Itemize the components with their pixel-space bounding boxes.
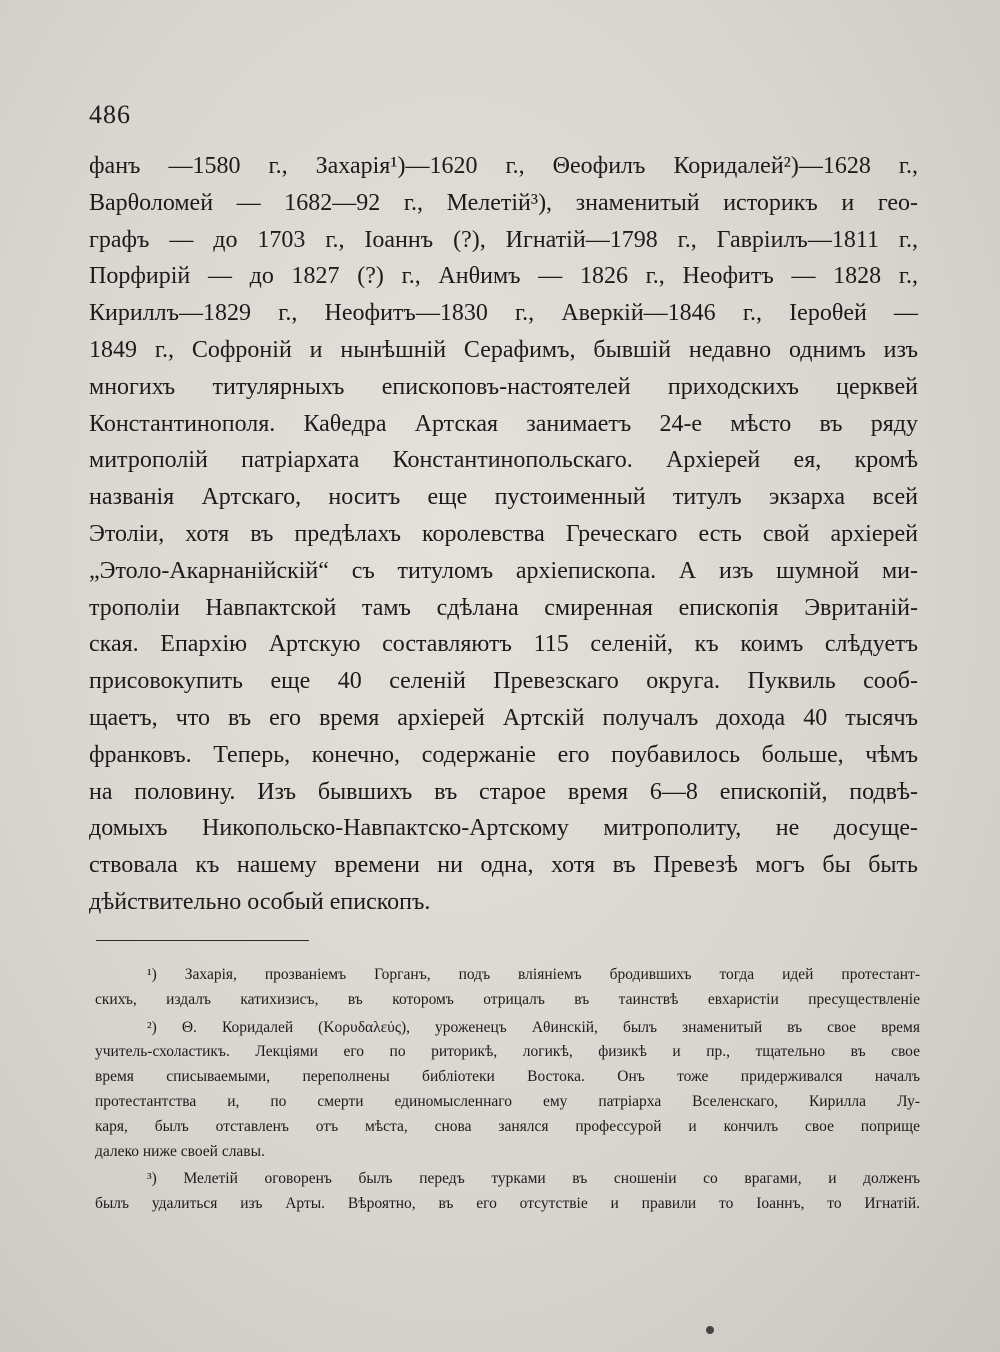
main-text bbox=[89, 148, 918, 921]
text-line: графъ — до 1703 г., Іоаннъ (?), Игнатій—1798 г., Гавріилъ—1811 г., bbox=[89, 226, 918, 253]
page-number: 486 bbox=[89, 100, 131, 129]
text-line: фанъ —1580 г., Захарія¹)—1620 г., Θеофилъ Коридалей²)—1628 г., bbox=[89, 153, 918, 179]
text-line: ская. Епархію Артскую составляютъ 115 селеній, къ коимъ слѣдуетъ bbox=[89, 631, 918, 658]
text-line: щаетъ, что въ его время архіерей Артскій получалъ дохода 40 тысячъ bbox=[89, 704, 918, 731]
footnote-line: ³) Мелетій оговоренъ былъ передъ турками въ сношеніи со врагами, и долженъ bbox=[147, 1170, 920, 1188]
footnote-line: время списываемыми, переполнены библіотеки Востока. Онъ тоже придерживался началъ bbox=[95, 1068, 920, 1086]
footnote-line: ²) Θ. Коридалей (Κορυδαλεύς), уроженецъ Аθинскій, былъ знаменитый въ свое время bbox=[147, 1018, 920, 1036]
footnote-line: ¹) Захарія, прозваніемъ Горганъ, подъ вліяніемъ бродившихъ тогда идей протестант- bbox=[147, 966, 920, 983]
text-line: присовокупить еще 40 селеній Превезскаго округа. Пуквиль сооб- bbox=[89, 668, 918, 695]
footnote-separator bbox=[96, 940, 309, 941]
ink-speck bbox=[706, 1326, 714, 1334]
footnote-line: былъ удалиться изъ Арты. Вѣроятно, въ его отсутствіе и правили то Іоаннъ, то Игнатій. bbox=[95, 1195, 920, 1213]
text-line: на половину. Изъ бывшихъ въ старое время 6—8 епископій, подвѣ- bbox=[89, 778, 918, 805]
text-line: митрополій патріархата Константинопольскаго. Архіерей ея, кромѣ bbox=[89, 447, 918, 474]
text-line: ствовала къ нашему времени ни одна, хотя въ Превезѣ могъ бы быть bbox=[89, 852, 918, 879]
footnote-line: далеко ниже своей славы. bbox=[95, 1142, 265, 1160]
text-line: Варθоломей — 1682—92 г., Мелетій³), знаменитый историкъ и гео- bbox=[89, 189, 918, 216]
text-line: Порфирій — до 1827 (?) г., Анθимъ — 1826 г., Неофитъ — 1828 г., bbox=[89, 263, 918, 290]
footnote-3 bbox=[95, 1167, 920, 1217]
footnote-line: протестантства и, по смерти единомысленнаго ему патріарха Вселенскаго, Кирилла Лу- bbox=[95, 1092, 920, 1110]
footnote-1 bbox=[95, 963, 920, 1013]
text-line: трополіи Навпактской тамъ сдѣлана смиренная епископія Эвританій- bbox=[89, 594, 918, 621]
text-line: „Этоло-Акарнанійскій“ съ титуломъ архіепископа. А изъ шумной ми- bbox=[89, 557, 918, 584]
text-line: многихъ титулярныхъ епископовъ-настоятелей приходскихъ церквей bbox=[89, 373, 918, 400]
text-line: домыхъ Никопольско-Навпактско-Артскому митрополиту, не досуще- bbox=[89, 815, 918, 842]
footnote-line: каря, былъ отставленъ отъ мѣста, снова занялся профессурой и кончилъ свое поприще bbox=[95, 1117, 920, 1135]
text-line: франковъ. Теперь, конечно, содержаніе его поубавилось больше, чѣмъ bbox=[89, 741, 918, 768]
text-line: названія Артскаго, носитъ еще пустоименный титулъ экзарха всей bbox=[89, 484, 918, 511]
text-line: дѣйствительно особый епископъ. bbox=[89, 888, 431, 915]
text-line: Константинополя. Каθедра Артская занимаетъ 24-е мѣсто въ ряду bbox=[89, 410, 918, 437]
footnote-line: скихъ, издалъ катихизисъ, въ которомъ отрицалъ въ таинствѣ евхаристіи пресуществленіе bbox=[95, 990, 920, 1008]
footnotes bbox=[95, 963, 920, 1217]
text-line: Этоліи, хотя въ предѣлахъ королевства Греческаго есть свой архіерей bbox=[89, 520, 918, 547]
text-line: Кириллъ—1829 г., Неофитъ—1830 г., Аверкій—1846 г., Іероθей — bbox=[89, 300, 918, 327]
footnote-2 bbox=[95, 1016, 920, 1165]
footnote-line: учитель-схоластикъ. Лекціями его по риторикѣ, логикѣ, физикѣ и пр., тщательно въ свое bbox=[95, 1043, 920, 1061]
text-line: 1849 г., Софроній и нынѣшній Серафимъ, бывшій недавно однимъ изъ bbox=[89, 336, 918, 363]
